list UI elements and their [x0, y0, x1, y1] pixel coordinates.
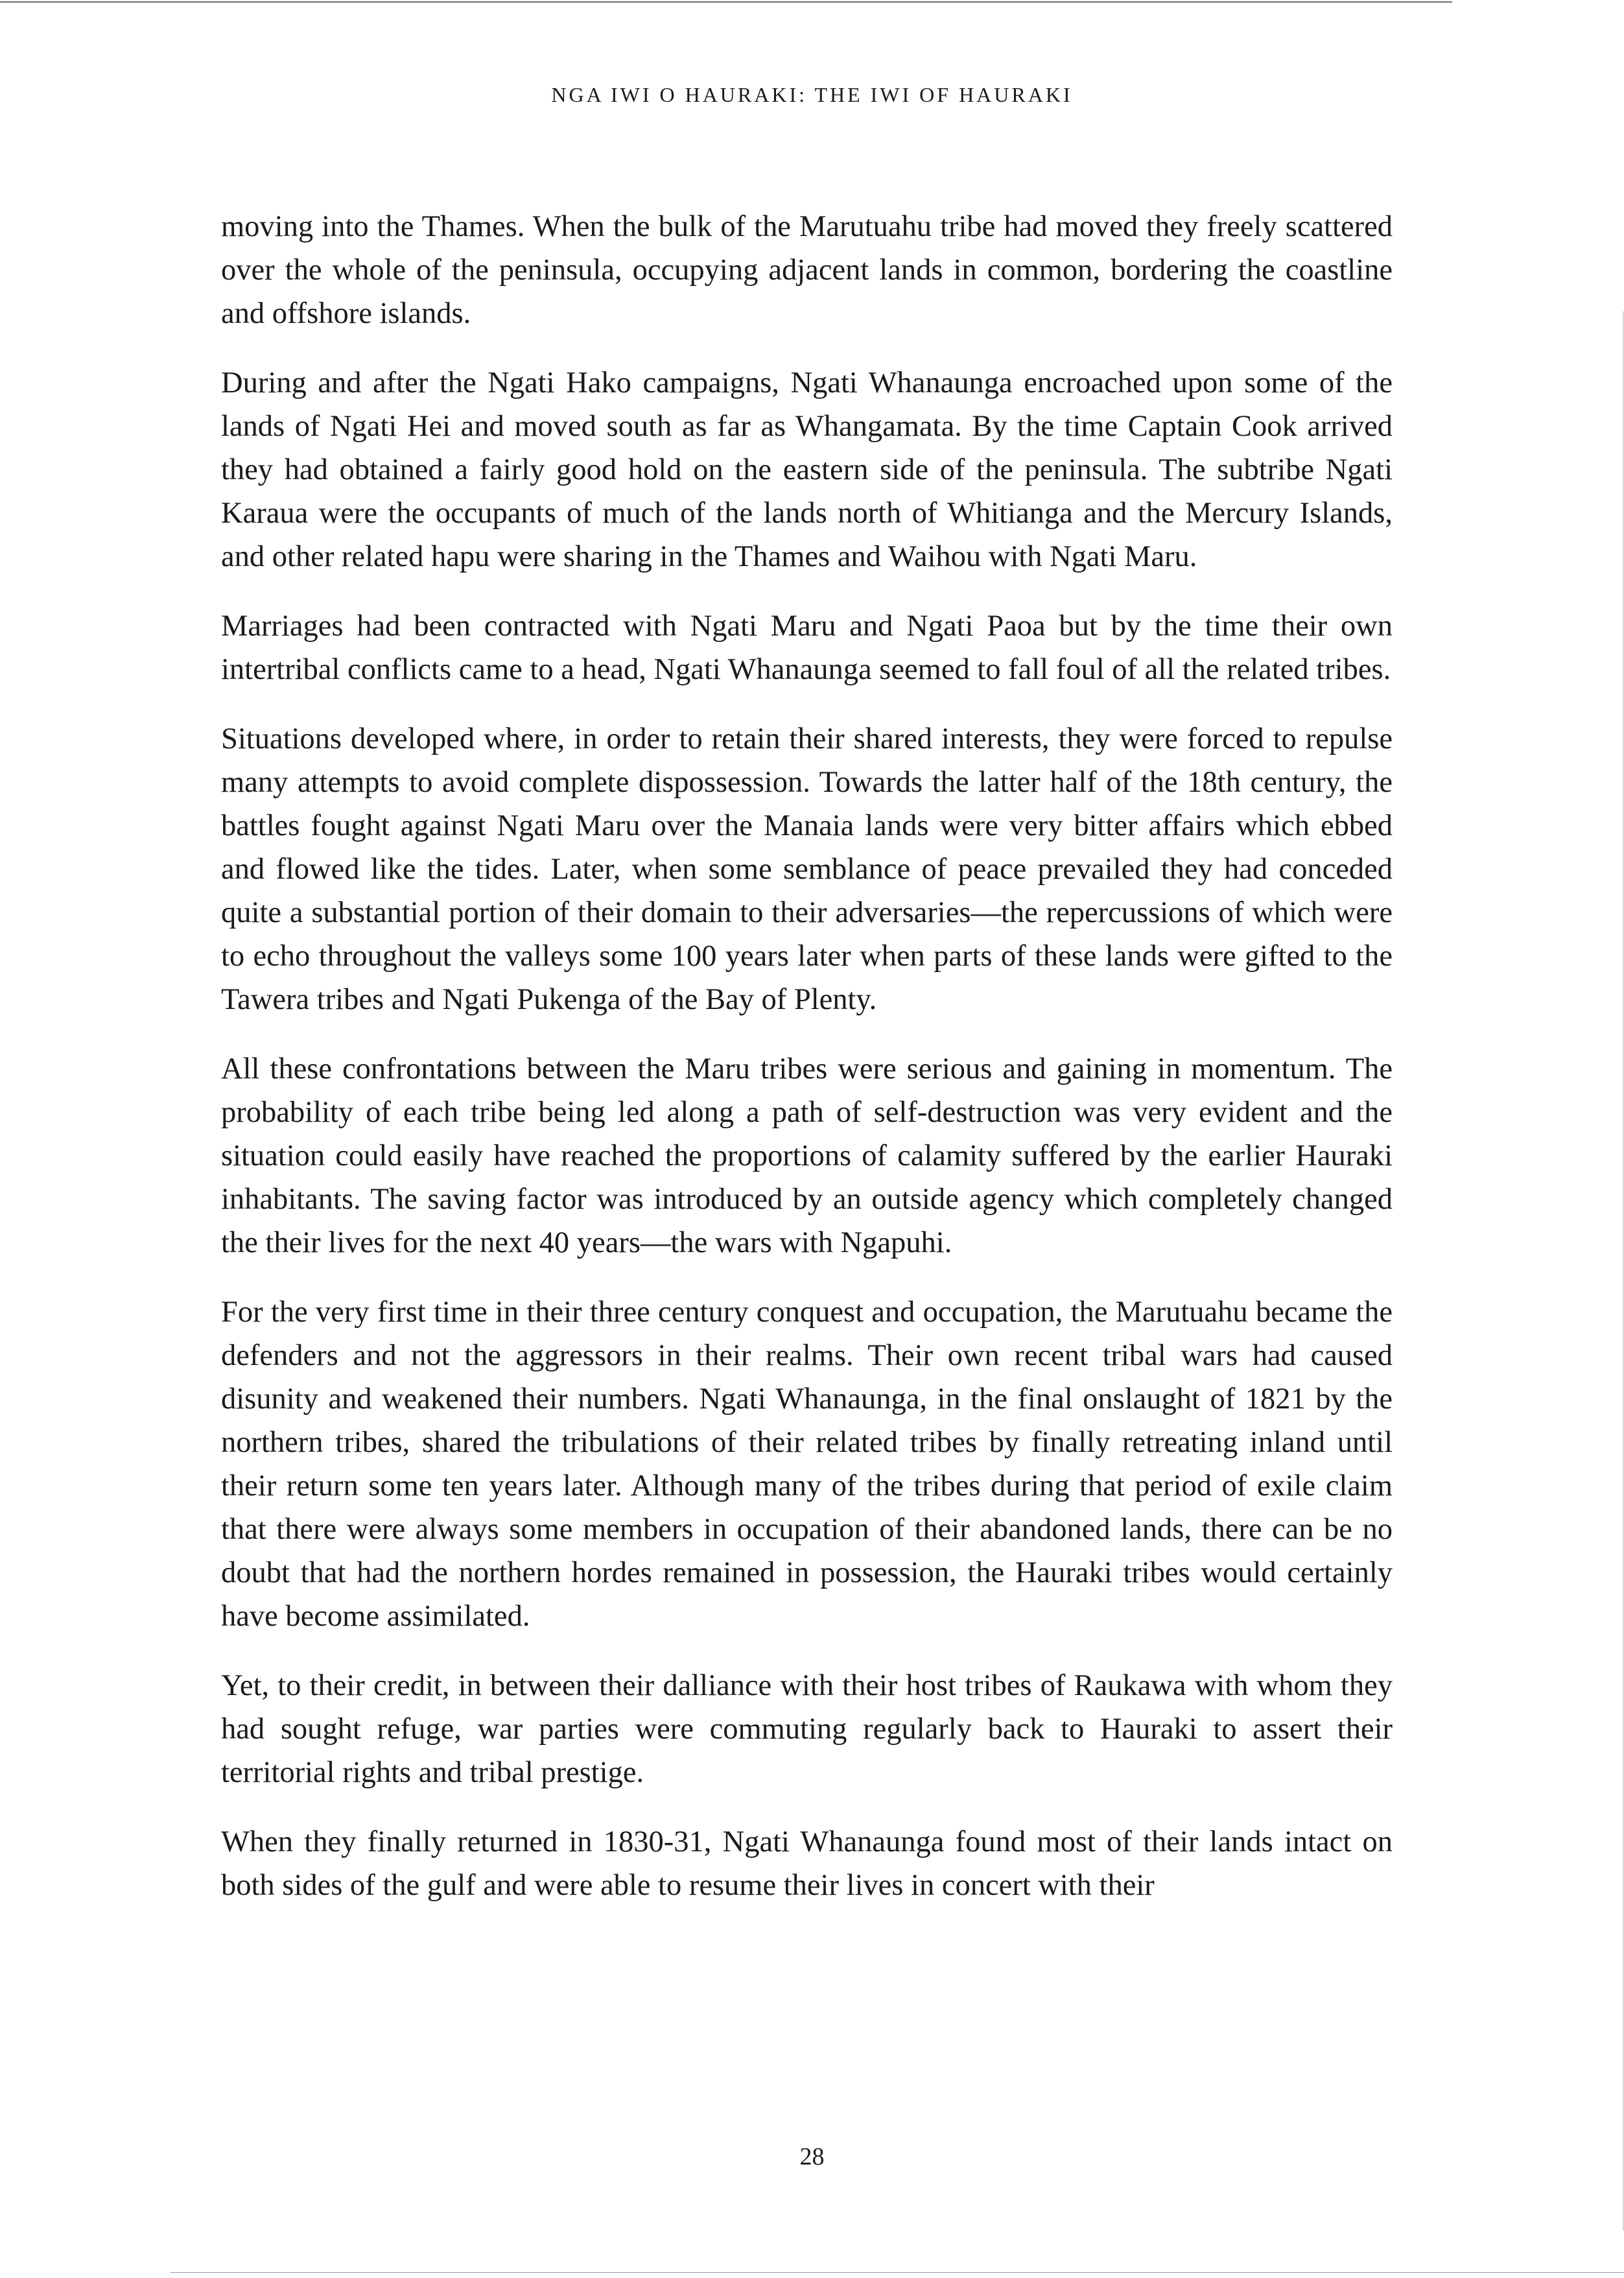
paragraph: During and after the Ngati Hako campaigns, Ngati Whanaunga encroached upon some of the lands of Ngati Hei and moved south as far as Whangamata. By the time Captain Cook arrived they had obtained a fairly good hold on the eastern side of the peninsula. The subtribe Ngati Karaua were the occupants of much of the lands north of Whitianga and the Mercury Islands, and other related hapu were sharing in the Thames and Waihou with Ngati Maru.	[221, 366, 1393, 573]
paragraph: Marriages had been contracted with Ngati Maru and Ngati Paoa but by the time their own intertribal conflicts came to a head, Ngati Whanaunga seemed to fall foul of all the related tribes.	[221, 610, 1393, 686]
paragraph: All these confrontations between the Maru tribes were serious and gaining in momentum. The probability of each tribe being led along a path of self-destruction was very evident and the situation could easily have reached the proportions of calamity suffered by the earlier Hauraki inhabitants. The saving factor was introduced by an outside agency which completely changed the their lives for the next 40 years—the wars with Ngapuhi.	[221, 1052, 1393, 1259]
page-number: 28	[799, 2143, 825, 2170]
paragraph: moving into the Thames. When the bulk of the Marutuahu tribe had moved they freely scattered over the whole of the peninsula, occupying adjacent lands in common, bordering the coastline and offshore islands.	[221, 210, 1393, 330]
scan-edge-top	[0, 1, 1452, 3]
paragraph: For the very first time in their three century conquest and occupation, the Marutuahu became the defenders and not the aggressors in their realms. Their own recent tribal wars had caused disunity and weakened their numbers. Ngati Whanaunga, in the final onslaught of 1821 by the northern tribes, shared the tribulations of their related tribes by finally retreating inland until their return some ten years later. Although many of the tribes during that period of exile claim that there were always some members in occupation of their abandoned lands, there can be no doubt that had the northern hordes remained in possession, the Hauraki tribes would certainly have become assimilated.	[221, 1296, 1393, 1633]
scan-edge-bottom	[170, 2272, 1624, 2273]
paragraph: Yet, to their credit, in between their dalliance with their host tribes of Raukawa with whom they had sought refuge, war parties were commuting regularly back to Hauraki to assert their territorial rights and tribal prestige.	[221, 1669, 1393, 1789]
running-head: NGA IWI O HAURAKI: THE IWI OF HAURAKI	[551, 83, 1073, 106]
body-text	[221, 205, 1393, 1933]
paragraph: When they finally returned in 1830-31, Ngati Whanaunga found most of their lands intact on both sides of the gulf and were able to resume their lives in concert with their	[221, 1825, 1393, 1902]
paragraph: Situations developed where, in order to retain their shared interests, they were forced to repulse many attempts to avoid complete dispossession. Towards the latter half of the 18th century, the battles fought against Ngati Maru over the Manaia lands were very bitter affairs which ebbed and flowed like the tides. Later, when some semblance of peace prevailed they had conceded quite a substantial portion of their domain to their adversaries—the repercussions of which were to echo throughout the valleys some 100 years later when parts of these lands were gifted to the Tawera tribes and Ngati Pukenga of the Bay of Plenty.	[221, 722, 1393, 1016]
